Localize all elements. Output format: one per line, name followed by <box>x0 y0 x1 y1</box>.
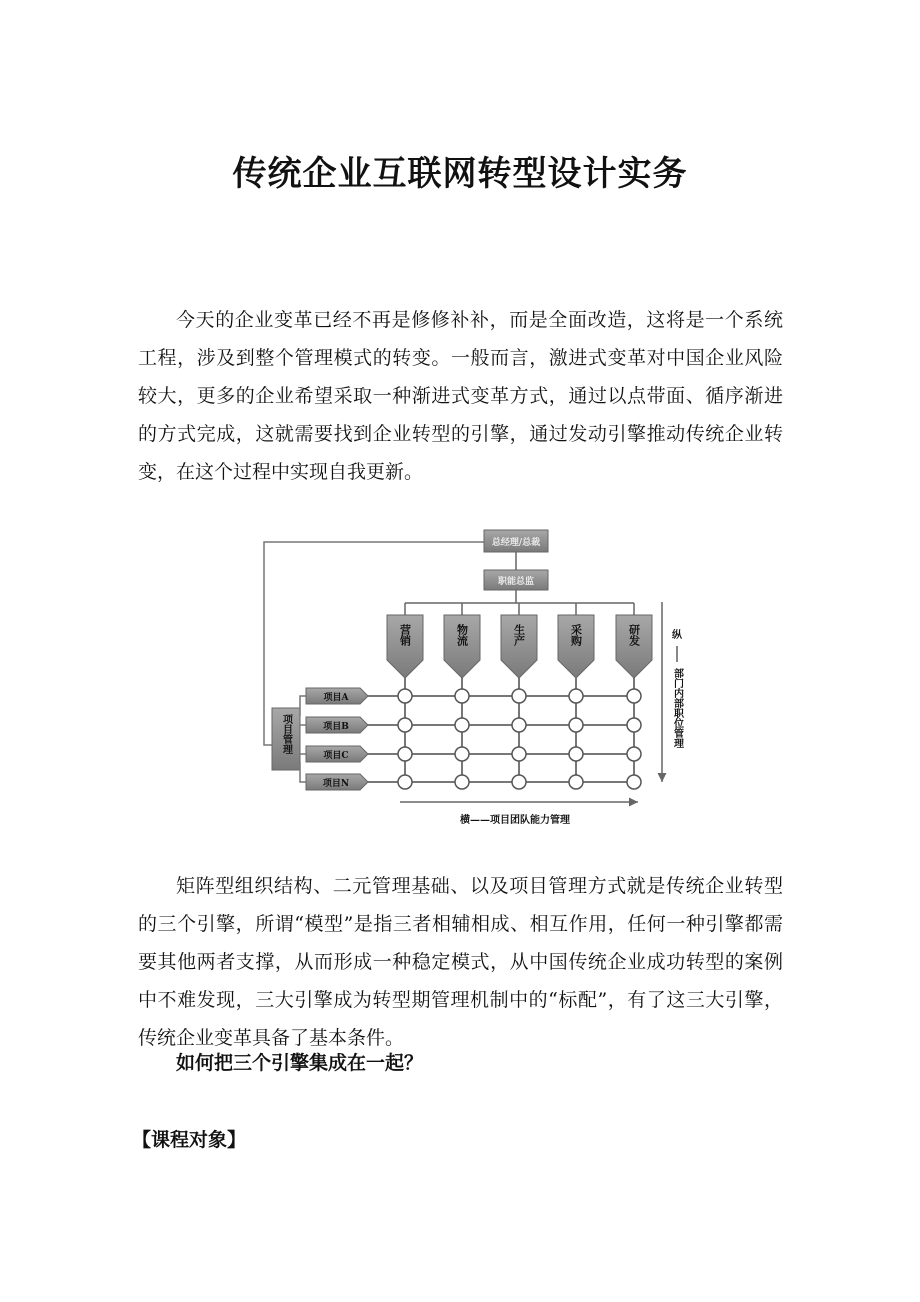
project-row-a <box>306 688 634 704</box>
node-1-1 <box>455 718 469 732</box>
engines-paragraph-text: 矩阵型组织结构、二元管理基础、以及项目管理方式就是传统企业转型的三个引擎，所谓“模型”是指三者相辅相成、相互作用，任何一种引擎都需要其他两者支撑，从而形成一种稳定模式，从中国传统企业成功转型的案例中不难发现，三大引擎成为转型期管理机制中的“标配”，有了这三大引擎，传统企业变革具备了基本条件。 <box>138 875 783 1049</box>
general-manager-label: 总经理/总裁 <box>491 538 541 548</box>
node-0-4 <box>627 689 641 703</box>
project-connectors <box>300 696 306 782</box>
node-1-2 <box>512 718 526 732</box>
vertical-axis-head: 纵 <box>672 630 682 641</box>
integration-question: 如何把三个引擎集成在一起？ <box>176 1052 424 1074</box>
node-2-3 <box>569 747 583 761</box>
horizontal-axis-label: 横——项目团队能力管理 <box>460 815 570 826</box>
department-logistics <box>444 603 480 678</box>
department-procurement-label: 采购 <box>569 624 583 646</box>
course-audience-heading: 【课程对象】 <box>132 1129 247 1151</box>
project-management-label: 项目管理 <box>280 714 292 754</box>
vertical-axis-label: 部门内部职位管理 <box>671 668 683 748</box>
department-marketing-label: 营销 <box>398 624 412 646</box>
department-rd <box>616 603 652 678</box>
project-row-n-label: 项目N <box>322 779 350 789</box>
engines-paragraph <box>138 867 783 1057</box>
node-3-0 <box>398 775 412 789</box>
node-2-1 <box>455 747 469 761</box>
project-row-b-label: 项目B <box>323 722 349 732</box>
node-3-4 <box>627 775 641 789</box>
node-1-4 <box>627 718 641 732</box>
project-row-n <box>306 774 634 790</box>
node-0-2 <box>512 689 526 703</box>
department-marketing <box>387 603 423 678</box>
department-production-label: 生产 <box>512 624 526 646</box>
project-row-a-label: 项目A <box>323 693 349 703</box>
page-title: 传统企业互联网转型设计实务 <box>232 154 688 194</box>
department-production <box>501 603 537 678</box>
node-2-0 <box>398 747 412 761</box>
department-rd-label: 研发 <box>627 624 641 646</box>
node-1-3 <box>569 718 583 732</box>
department-procurement <box>558 603 594 678</box>
project-row-c <box>306 746 634 762</box>
intro-paragraph <box>138 301 783 491</box>
project-row-b <box>306 717 634 733</box>
department-logistics-label: 物流 <box>455 624 469 646</box>
node-0-3 <box>569 689 583 703</box>
intro-paragraph-text: 今天的企业变革已经不再是修修补补，而是全面改造，这将是一个系统工程，涉及到整个管理模式的转变。一般而言，激进式变革对中国企业风险较大，更多的企业希望采取一种渐进式变革方式，通过以点带面、循序渐进的方式完成，这就需要找到企业转型的引擎，通过发动引擎推动传统企业转变，在这个过程中实现自我更新。 <box>138 309 783 483</box>
node-0-1 <box>455 689 469 703</box>
node-2-4 <box>627 747 641 761</box>
node-2-2 <box>512 747 526 761</box>
function-director-label: 职能总监 <box>497 577 535 587</box>
node-0-0 <box>398 689 412 703</box>
project-row-c-label: 项目C <box>323 751 349 761</box>
node-3-1 <box>455 775 469 789</box>
node-3-2 <box>512 775 526 789</box>
node-3-3 <box>569 775 583 789</box>
matrix-organization-diagram <box>250 520 683 830</box>
node-1-0 <box>398 718 412 732</box>
